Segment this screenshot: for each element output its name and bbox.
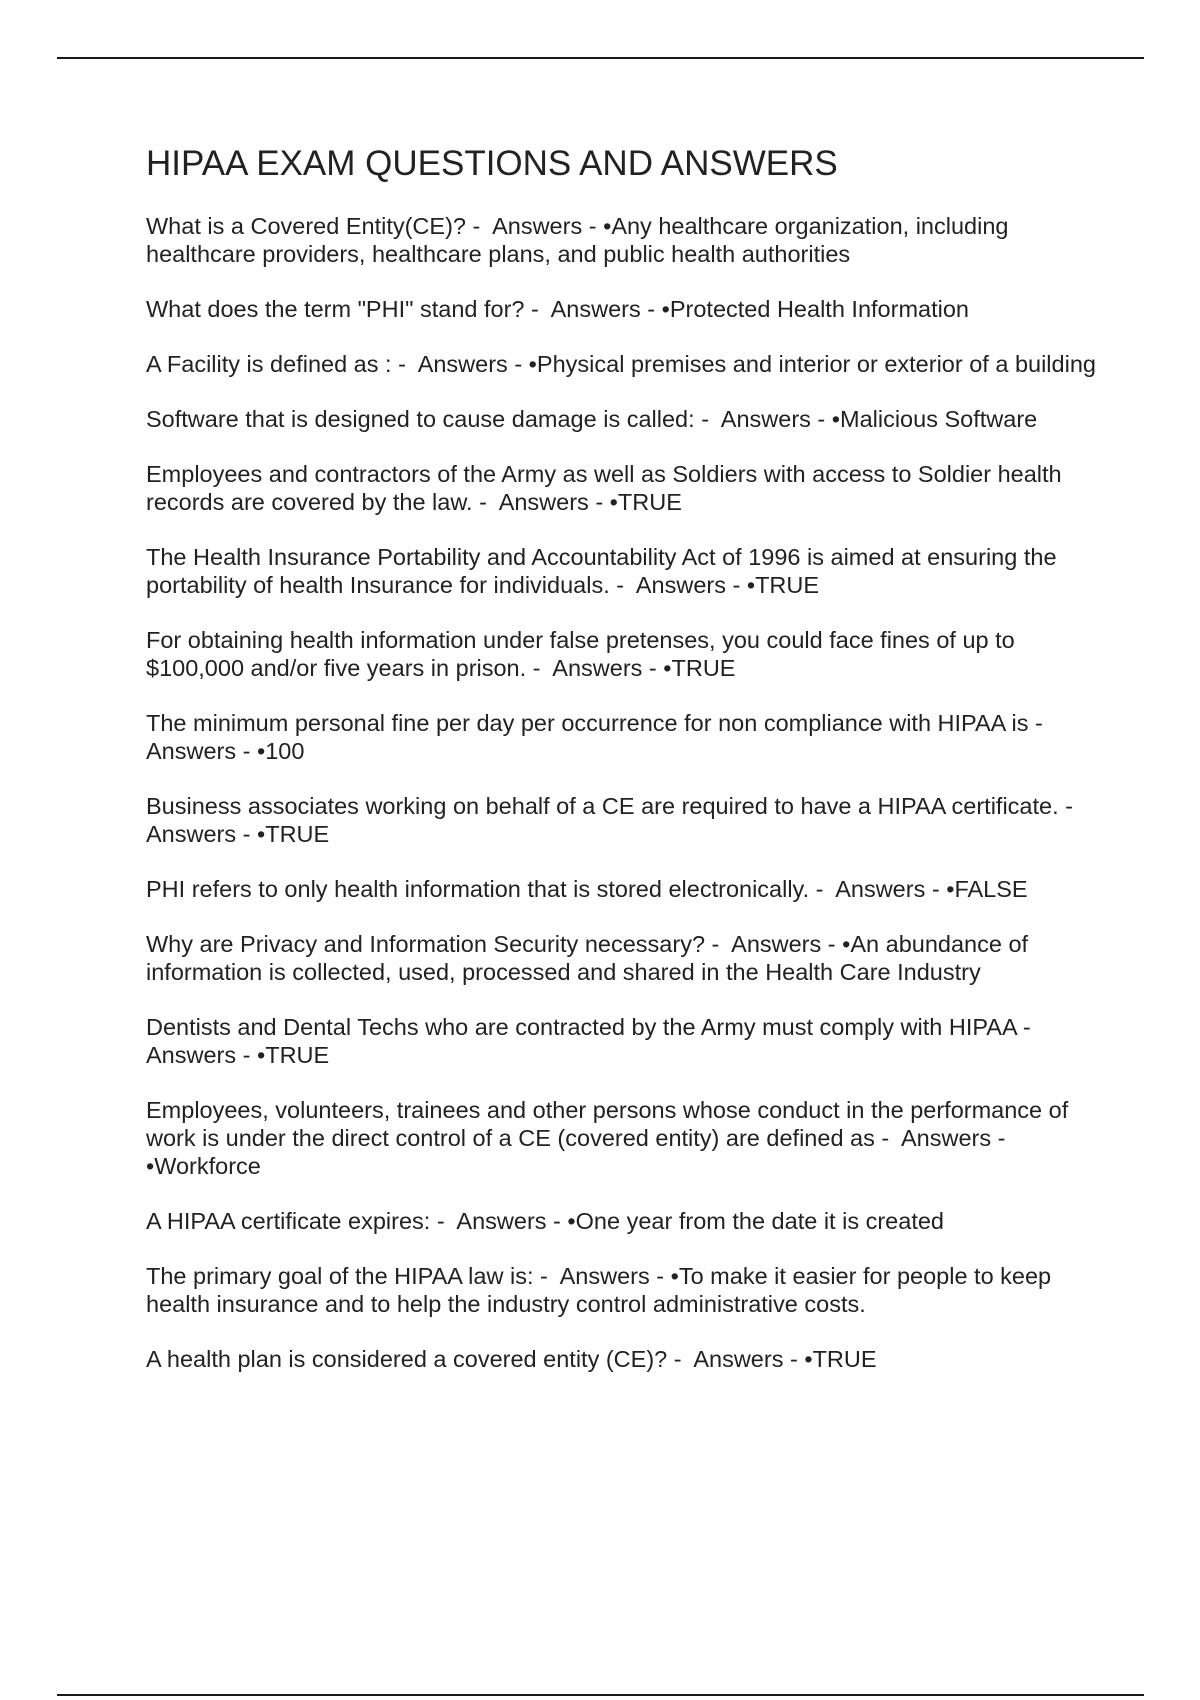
answer-text: Answers - •FALSE (835, 876, 1028, 902)
question-text: A health plan is considered a covered entity (CE)? - (146, 1346, 682, 1372)
document-body (146, 143, 1096, 1400)
question-text: Software that is designed to cause damage is called: - (146, 406, 710, 432)
answer-text: Answers - •TRUE (498, 489, 682, 515)
qa-item (146, 1262, 1096, 1318)
qa-item (146, 930, 1096, 986)
answer-text: Answers - •100 (146, 738, 305, 764)
answer-text: Answers - •TRUE (635, 572, 820, 598)
question-text: Employees, volunteers, trainees and other persons whose conduct in the performance of work is under the direct control of a CE (covered entity) are defined as - (146, 1097, 1069, 1151)
qa-item (146, 212, 1096, 268)
question-text: What is a Covered Entity(CE)? - (146, 213, 481, 239)
answer-text: Answers - •TRUE (146, 1042, 330, 1068)
qa-item (146, 1096, 1096, 1180)
qa-item (146, 295, 1096, 323)
qa-item (146, 792, 1096, 848)
question-text: PHI refers to only health information that is stored electronically. - (146, 876, 824, 902)
answer-text: Answers - •An abundance of information is collected, used, processed and shared in the Health Care Industry (146, 931, 1029, 985)
question-text: Business associates working on behalf of a CE are required to have a HIPAA certificate. - (146, 793, 1073, 819)
qa-item (146, 1013, 1096, 1069)
answer-text: Answers - •TRUE (552, 655, 736, 681)
answer-text: Answers - •TRUE (693, 1346, 877, 1372)
question-text: For obtaining health information under false pretenses, you could face fines of up to $100,000 and/or five years in prison. - (146, 627, 1015, 681)
answer-text: Answers - •To make it easier for people to keep health insurance and to help the industry control administrative costs. (146, 1263, 1052, 1317)
question-text: What does the term "PHI" stand for? - (146, 296, 539, 322)
answer-text: Answers - •Any healthcare organization, including healthcare providers, healthcare plans, and public health authorities (146, 213, 1009, 267)
answer-text: Answers - •Protected Health Information (550, 296, 969, 322)
qa-item (146, 460, 1096, 516)
answer-text: Answers - •Workforce (146, 1125, 1006, 1179)
bottom-divider (57, 1694, 1144, 1696)
qa-item (146, 350, 1096, 378)
question-text: Why are Privacy and Information Security necessary? - (146, 931, 720, 957)
question-text: A HIPAA certificate expires: - (146, 1208, 445, 1234)
question-text: Employees and contractors of the Army as well as Soldiers with access to Soldier health records are covered by the law. - (146, 461, 1062, 515)
qa-item (146, 875, 1096, 903)
qa-item (146, 543, 1096, 599)
question-text: Dentists and Dental Techs who are contracted by the Army must comply with HIPAA - (146, 1014, 1031, 1040)
answer-text: Answers - •Malicious Software (720, 406, 1038, 432)
question-text: The primary goal of the HIPAA law is: - (146, 1263, 548, 1289)
qa-item (146, 1207, 1096, 1235)
answer-text: Answers - •TRUE (146, 821, 330, 847)
qa-item (146, 405, 1096, 433)
qa-item (146, 1345, 1096, 1373)
answer-text: Answers - •One year from the date it is created (456, 1208, 944, 1234)
answer-text: Answers - •Physical premises and interior or exterior of a building (417, 351, 1096, 377)
question-text: The minimum personal fine per day per occurrence for non compliance with HIPAA is - (146, 710, 1043, 736)
document-title: HIPAA EXAM QUESTIONS AND ANSWERS (146, 144, 838, 183)
question-text: The Health Insurance Portability and Accountability Act of 1996 is aimed at ensuring the portability of health Insurance for individuals. - (146, 544, 1057, 598)
top-divider (57, 57, 1144, 59)
qa-item (146, 626, 1096, 682)
question-text: A Facility is defined as : - (146, 351, 406, 377)
qa-item (146, 709, 1096, 765)
